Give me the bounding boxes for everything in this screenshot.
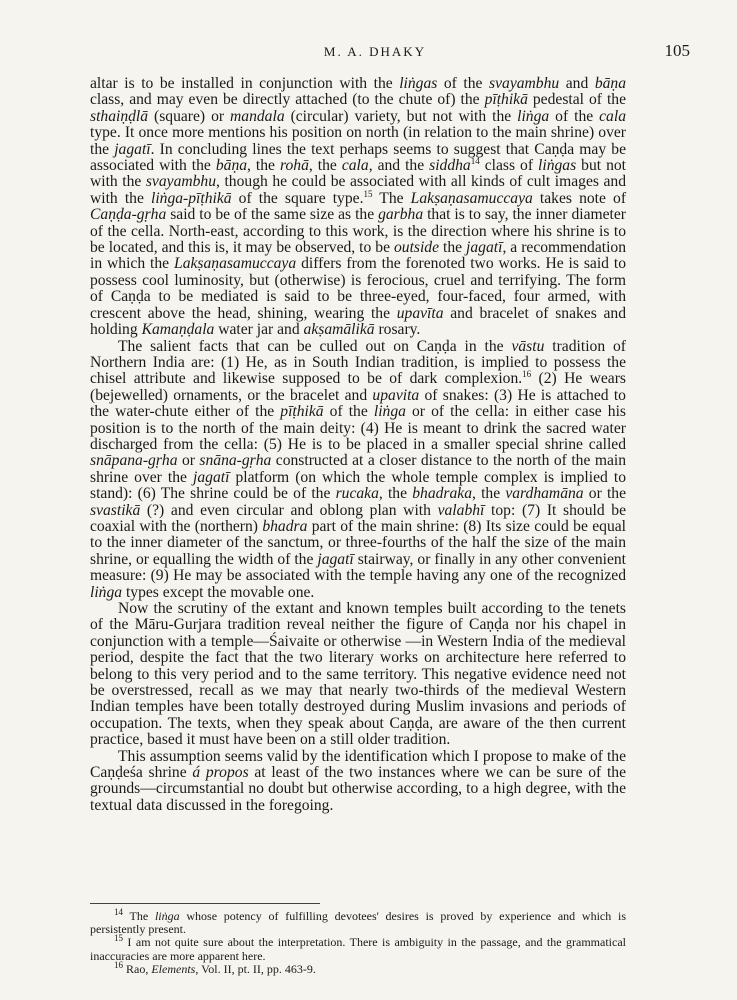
footnotes xyxy=(90,907,626,976)
italic-term: cala xyxy=(341,157,369,175)
paragraph-3 xyxy=(90,601,626,749)
text-run: (square) or xyxy=(148,107,231,125)
text-run: water jar and xyxy=(214,321,304,339)
italic-term: liṅga xyxy=(154,909,180,923)
italic-term: rucaka xyxy=(335,485,379,503)
italic-term: akṣamālikā xyxy=(303,321,375,339)
italic-term: jagatī xyxy=(114,140,151,158)
text-run: , the xyxy=(472,485,506,503)
footnote-rule xyxy=(90,903,320,904)
text-run: top: (7) It should be coaxial with the (northern) xyxy=(90,501,627,535)
italic-term: sthaiṇḍlā xyxy=(90,107,149,125)
text-run: Rao, xyxy=(123,961,152,976)
text-run: said to be of the same size as the xyxy=(166,206,379,224)
italic-term: liṅga xyxy=(517,107,550,125)
text-run: of snakes: (3) He is attached to the water-chute either of the xyxy=(90,386,626,421)
italic-term: garbha xyxy=(378,206,424,224)
italic-term: valabhī xyxy=(437,501,485,519)
text-run: pedestal of the xyxy=(527,91,626,109)
text-run: or xyxy=(177,452,200,470)
italic-term: Lakṣaṇasamuccaya xyxy=(410,189,533,207)
footnote-16 xyxy=(90,959,626,976)
text-run: , though he could be associated with all kinds of cult images and with the xyxy=(90,173,626,207)
italic-term: liṅgas xyxy=(538,157,577,175)
italic-term: liṅga xyxy=(373,403,406,421)
italic-term: vāstu xyxy=(511,337,545,355)
text-run: at least of the two instances where we can be sure of the grounds—circumstantial no doubt but otherwise according, to a high degree, with the textual data discussed in the foregoing. xyxy=(90,764,626,814)
footnote-ref: 15 xyxy=(114,933,123,944)
text-run: . In concluding lines the text perhaps seems to suggest that Caṇḍa may be associated with the xyxy=(90,140,627,175)
italic-term: Kamaṇḍala xyxy=(141,321,215,339)
italic-term: cala xyxy=(599,107,626,125)
text-run: or the xyxy=(583,485,627,503)
footnote-ref: 14 xyxy=(114,907,123,917)
italic-term: snāna-gṛha xyxy=(199,452,272,470)
text-run: , Vol. II, pt. II, pp. 463-9. xyxy=(195,961,316,976)
text-run: The xyxy=(372,189,411,207)
text-run: class, and may even be directly attached (to the chute of) the xyxy=(90,91,485,109)
italic-term: snāpana-gṛha xyxy=(90,452,178,470)
text-run: of the xyxy=(437,75,490,92)
text-run: but not with the xyxy=(90,157,626,191)
footnote-ref: 14 xyxy=(470,155,480,166)
text-run: types except the movable one. xyxy=(122,583,315,601)
text-run: of the square type. xyxy=(231,189,364,207)
text-run: and xyxy=(559,75,595,92)
text-run: , the xyxy=(378,485,413,503)
italic-term: Caṇḍa-gṛha xyxy=(90,206,167,224)
text-run: (2) He wears (bejewelled) ornaments, or the bracelet and xyxy=(90,370,626,404)
text-run: part of the main shrine: (8) Its size could be equal to the inner diameter of the sanctum, or three-fourths of the half the size of the main shrine, or equalling the width of the xyxy=(90,517,626,568)
text-run: that is to say, the inner diameter of the cella. North-east, according to this work, is the direction where his shrine is to be located, and this is, it may be observed, to be xyxy=(90,206,626,257)
italic-term: á propos xyxy=(192,764,249,782)
body-text xyxy=(90,76,626,814)
italic-term: jagatī xyxy=(317,550,354,568)
text-run: or of the cella: in either case his position is to the north of the main deity: (4) He is meant to drink the sacred water discharged from the cella: (5) He is to be placed in a smaller special shrine called xyxy=(90,403,626,453)
text-run: and bracelet of snakes and holding xyxy=(90,304,626,339)
italic-term: outside xyxy=(393,239,440,257)
italic-term: bāṇa xyxy=(594,75,626,92)
text-run: takes note of xyxy=(532,189,627,207)
italic-term: svayambhu xyxy=(145,173,217,191)
text-run: of the xyxy=(323,403,374,421)
text-run: , a recommendation in which the xyxy=(90,239,626,273)
italic-term: liṅga-pīṭhikā xyxy=(151,189,232,207)
italic-term: svastikā xyxy=(90,501,141,519)
italic-term: bāṇa xyxy=(215,157,248,175)
text-run: stairway, or finally in any other convenient measure: (9) He may be associated with the temple having any one of the recognized xyxy=(90,550,626,585)
footnote-15 xyxy=(90,933,626,963)
text-run: differs from the forenoted two works. He is said to possess cool luminosity, but (otherwise) is ferocious, cruel and terrifying. The form of Caṇḍa to be mediated is said to be three-eyed, four-faced, four armed, with crescent above the head, shining, wearing the xyxy=(90,255,627,322)
text-run: , the xyxy=(247,157,280,175)
text-run: tradition of Northern India are: (1) He, as in South Indian tradition, is implied to possess the chisel attribute and likewise supposed to be of dark complexion. xyxy=(90,337,626,388)
footnote-ref: 16 xyxy=(114,959,123,970)
footnote-14 xyxy=(90,907,626,937)
italic-term: siddha xyxy=(429,157,471,175)
text-run: , and the xyxy=(368,157,430,175)
italic-term: mandala xyxy=(230,107,285,125)
footnote-ref: 16 xyxy=(522,369,532,380)
italic-term: rohā xyxy=(279,157,309,175)
italic-term: vardhamāna xyxy=(505,485,584,503)
italic-term: upavīta xyxy=(396,304,444,322)
text-run: platform (on which the whole temple complex is implied to stand): (6) The shrine could be of the xyxy=(90,468,626,503)
italic-term: liṅgas xyxy=(399,75,438,92)
italic-term: liṅga xyxy=(90,583,123,601)
italic-term: Elements xyxy=(151,961,196,976)
paragraph-1 xyxy=(90,76,626,339)
italic-term: pīṭhikā xyxy=(484,91,528,109)
text-run: This assumption seems valid by the identification which I propose to make of the Caṇḍeśa shrine xyxy=(90,747,626,782)
text-run: The xyxy=(123,909,155,923)
text-run: I am not quite sure about the interpretation. There is ambiguity in the passage, and the grammatical inaccuracies are more apparent here. xyxy=(90,935,626,963)
text-run: , the xyxy=(308,157,342,175)
italic-term: jagatī xyxy=(193,468,230,486)
text-run: class of xyxy=(479,157,539,175)
text-run: whose potency of fulfilling devotees' desires is proved by experience and which is persistently present. xyxy=(90,909,626,937)
italic-term: jagatī xyxy=(466,239,503,257)
italic-term: Lakṣaṇasamuccaya xyxy=(174,255,297,273)
text-run: altar is to be installed in conjunction with the xyxy=(90,75,400,92)
text-run: rosary. xyxy=(374,321,421,339)
text-run: the xyxy=(439,239,467,257)
italic-term: bhadraka xyxy=(412,485,472,503)
italic-term: svayambhu xyxy=(489,75,560,92)
paragraph-2 xyxy=(90,339,626,602)
page-number: 105 xyxy=(664,41,690,60)
text-run: constructed at a closer distance to the north of the main shrine over the xyxy=(90,452,627,486)
running-head-author: M. A. DHAKY xyxy=(323,44,427,59)
text-run: (circular) variety, but not with the xyxy=(284,107,518,125)
text-run: Now the scrutiny of the extant and known temples built according to the tenets of the Māru-Gurjara tradition reveal neither the figure of Caṇḍa nor his chapel in conjunction with a temple—Śaivaite or otherwise —in Western India of the medieval period, despite the fact that the two literary works on architecture here referred to belong to this very period and to the same territory. This negative evidence need not be overstressed, recall as we may that nearly two-thirds of the medieval Western Indian temples have been totally destroyed during Muslim invasions and periods of occupation. The texts, when they speak about Caṇḍa, are aware of the then current practice, based it must have been on a still older tradition. xyxy=(90,600,626,749)
text-run: of the xyxy=(549,107,600,125)
footnote-ref: 15 xyxy=(363,188,373,199)
text-run: The salient facts that can be culled out on Caṇḍa in the xyxy=(118,337,512,355)
text-run: (?) and even circular and oblong plan with xyxy=(140,501,438,519)
italic-term: upavita xyxy=(372,386,420,404)
italic-term: pīṭhikā xyxy=(280,403,324,421)
paragraph-4 xyxy=(90,749,626,815)
italic-term: bhadra xyxy=(262,517,308,535)
text-run: type. It once more mentions his position on north (in relation to the main shrine) over the xyxy=(90,124,626,158)
